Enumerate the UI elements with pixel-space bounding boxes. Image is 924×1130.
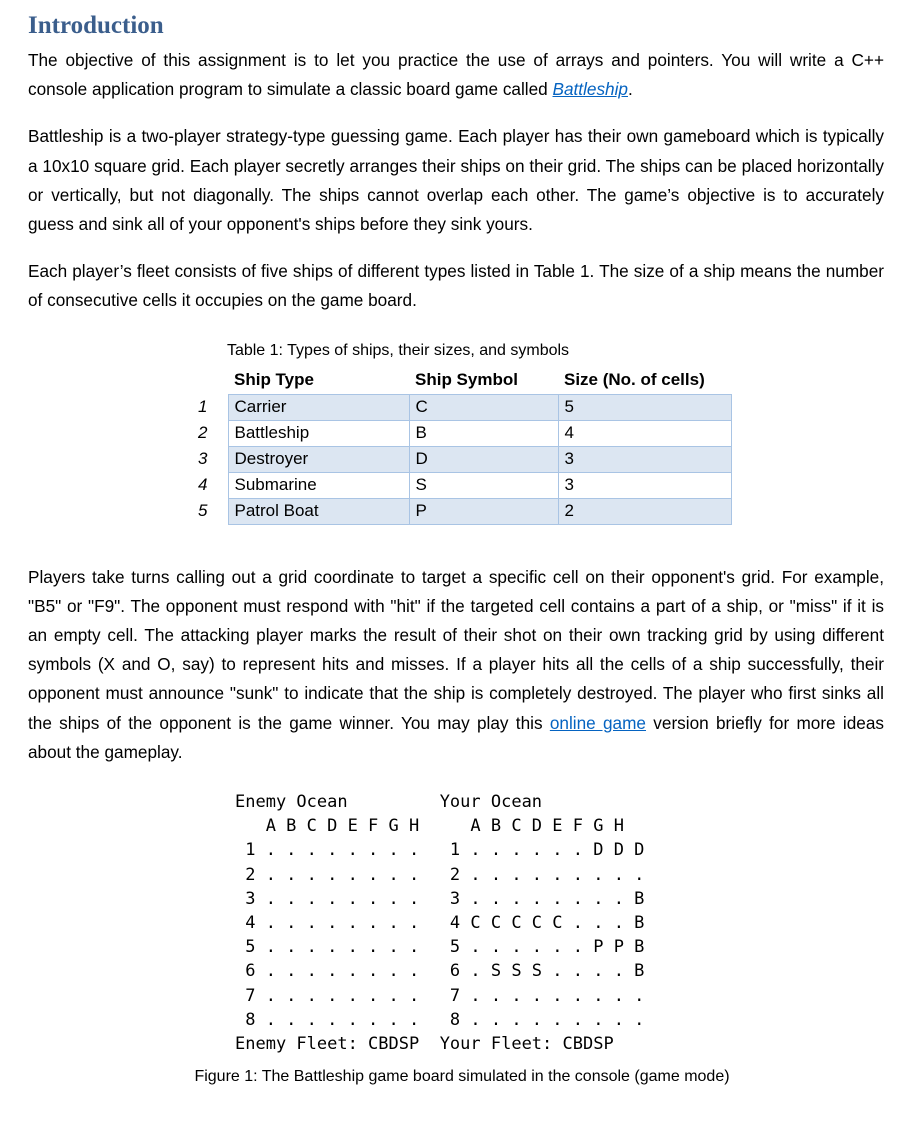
document-page <box>28 8 884 785</box>
ship-size-header: Size (No. of cells) <box>564 369 705 389</box>
ship-type-header: Ship Type <box>234 369 314 389</box>
paragraph-objective-end: . <box>627 79 633 100</box>
ship-symbol-cell: S <box>409 472 558 498</box>
console-line: 3 . . . . . . . . 3 . . . . . . . . B <box>235 888 645 909</box>
row-index: 4 <box>198 475 208 495</box>
row-index: 3 <box>198 449 208 469</box>
paragraph-objective <box>28 46 884 104</box>
figure-caption: Figure 1: The Battleship game board simulated in the console (game mode) <box>194 1068 730 1085</box>
ship-type-cell: Patrol Boat <box>228 498 409 524</box>
ship-symbol-cell: P <box>409 498 558 524</box>
paragraph-game-description: Battleship is a two-player strategy-type guessing game. Each player has their own gameboard which is typically a 10x10 square grid. Each player secretly arranges their ships on their grid. The ships can be placed horizontally or vertically, but not diagonally. The ships cannot overlap each other. The game’s objective is to accurately guess and sink all of your opponent's ships before they sink yours. <box>28 126 884 235</box>
index-header <box>178 366 228 395</box>
paragraph-gameplay-text: Players take turns calling out a grid coordinate to target a specific cell on their opponent's grid. For example, "B5" or "F9". The opponent must respond with "hit" if the targeted cell contains a part of a ship, or "miss" if it is an empty cell. The attacking player marks the result of their shot on their own tracking grid by using different symbols (X and O, say) to represent hits and misses. If a player hits all the cells of a ship successfully, their opponent must announce "sunk" to indicate that the ship is completely destroyed. The player who first sinks all the ships of the opponent is the game winner. You may play this <box>28 566 884 733</box>
table-caption: Table 1: Types of ships, their sizes, and symbols <box>226 341 570 359</box>
paragraph-fleet: Each player’s fleet consists of five ships of different types listed in Table 1. The size of a ship means the number of consecutive cells it occupies on the game board. <box>28 261 884 311</box>
table-header-row <box>178 366 731 395</box>
ship-size-cell: 2 <box>558 498 731 524</box>
console-line: Enemy Ocean Your Ocean <box>235 792 543 812</box>
ship-size-cell: 3 <box>558 472 731 498</box>
ship-type-cell: Destroyer <box>228 446 409 472</box>
section-heading: Introduction <box>28 12 164 39</box>
spacer <box>28 525 884 563</box>
ship-type-cell: Submarine <box>228 472 409 498</box>
ship-type-cell: Battleship <box>228 420 409 446</box>
paragraph-gameplay <box>28 563 884 767</box>
console-line: A B C D E F G H A B C D E F G H <box>235 816 624 837</box>
console-line: 5 . . . . . . . . 5 . . . . . . P P B <box>235 937 645 958</box>
battleship-link[interactable]: Battleship <box>552 79 628 100</box>
table-row <box>178 498 731 524</box>
ship-symbol-cell: D <box>409 446 558 472</box>
ship-types-table <box>178 366 732 525</box>
console-line: 1 . . . . . . . . 1 . . . . . . D D D <box>235 840 645 861</box>
table-row <box>178 446 731 472</box>
row-index: 5 <box>198 501 208 521</box>
ship-size-cell: 3 <box>558 446 731 472</box>
console-line: 2 . . . . . . . . 2 . . . . . . . . . <box>235 864 645 885</box>
table-row <box>178 472 731 498</box>
table-row <box>178 394 731 420</box>
console-game-board <box>235 790 644 1056</box>
ship-symbol-header: Ship Symbol <box>415 369 518 389</box>
ship-symbol-cell: B <box>409 420 558 446</box>
console-line: Enemy Fleet: CBDSP Your Fleet: CBDSP <box>235 1034 614 1055</box>
console-line: 4 . . . . . . . . 4 C C C C C . . . B <box>235 913 645 934</box>
online-game-link[interactable]: online game <box>549 712 646 733</box>
ship-size-cell: 4 <box>558 420 731 446</box>
console-line: 7 . . . . . . . . 7 . . . . . . . . . <box>235 985 645 1006</box>
paragraph-gameplay-end: version briefly for more ideas about the gameplay. <box>28 712 884 762</box>
row-index: 2 <box>198 423 208 443</box>
row-index: 1 <box>198 397 208 417</box>
ship-symbol-cell: C <box>409 394 558 420</box>
table-row <box>178 420 731 446</box>
console-line: 8 . . . . . . . . 8 . . . . . . . . . <box>235 1009 645 1030</box>
paragraph-objective-text: The objective of this assignment is to let you practice the use of arrays and pointers. You will write a C++ console application program to simulate a classic board game called <box>28 50 884 100</box>
ship-size-cell: 5 <box>558 394 731 420</box>
ship-type-cell: Carrier <box>228 394 409 420</box>
console-line: 6 . . . . . . . . 6 . S S S . . . . B <box>235 961 645 982</box>
